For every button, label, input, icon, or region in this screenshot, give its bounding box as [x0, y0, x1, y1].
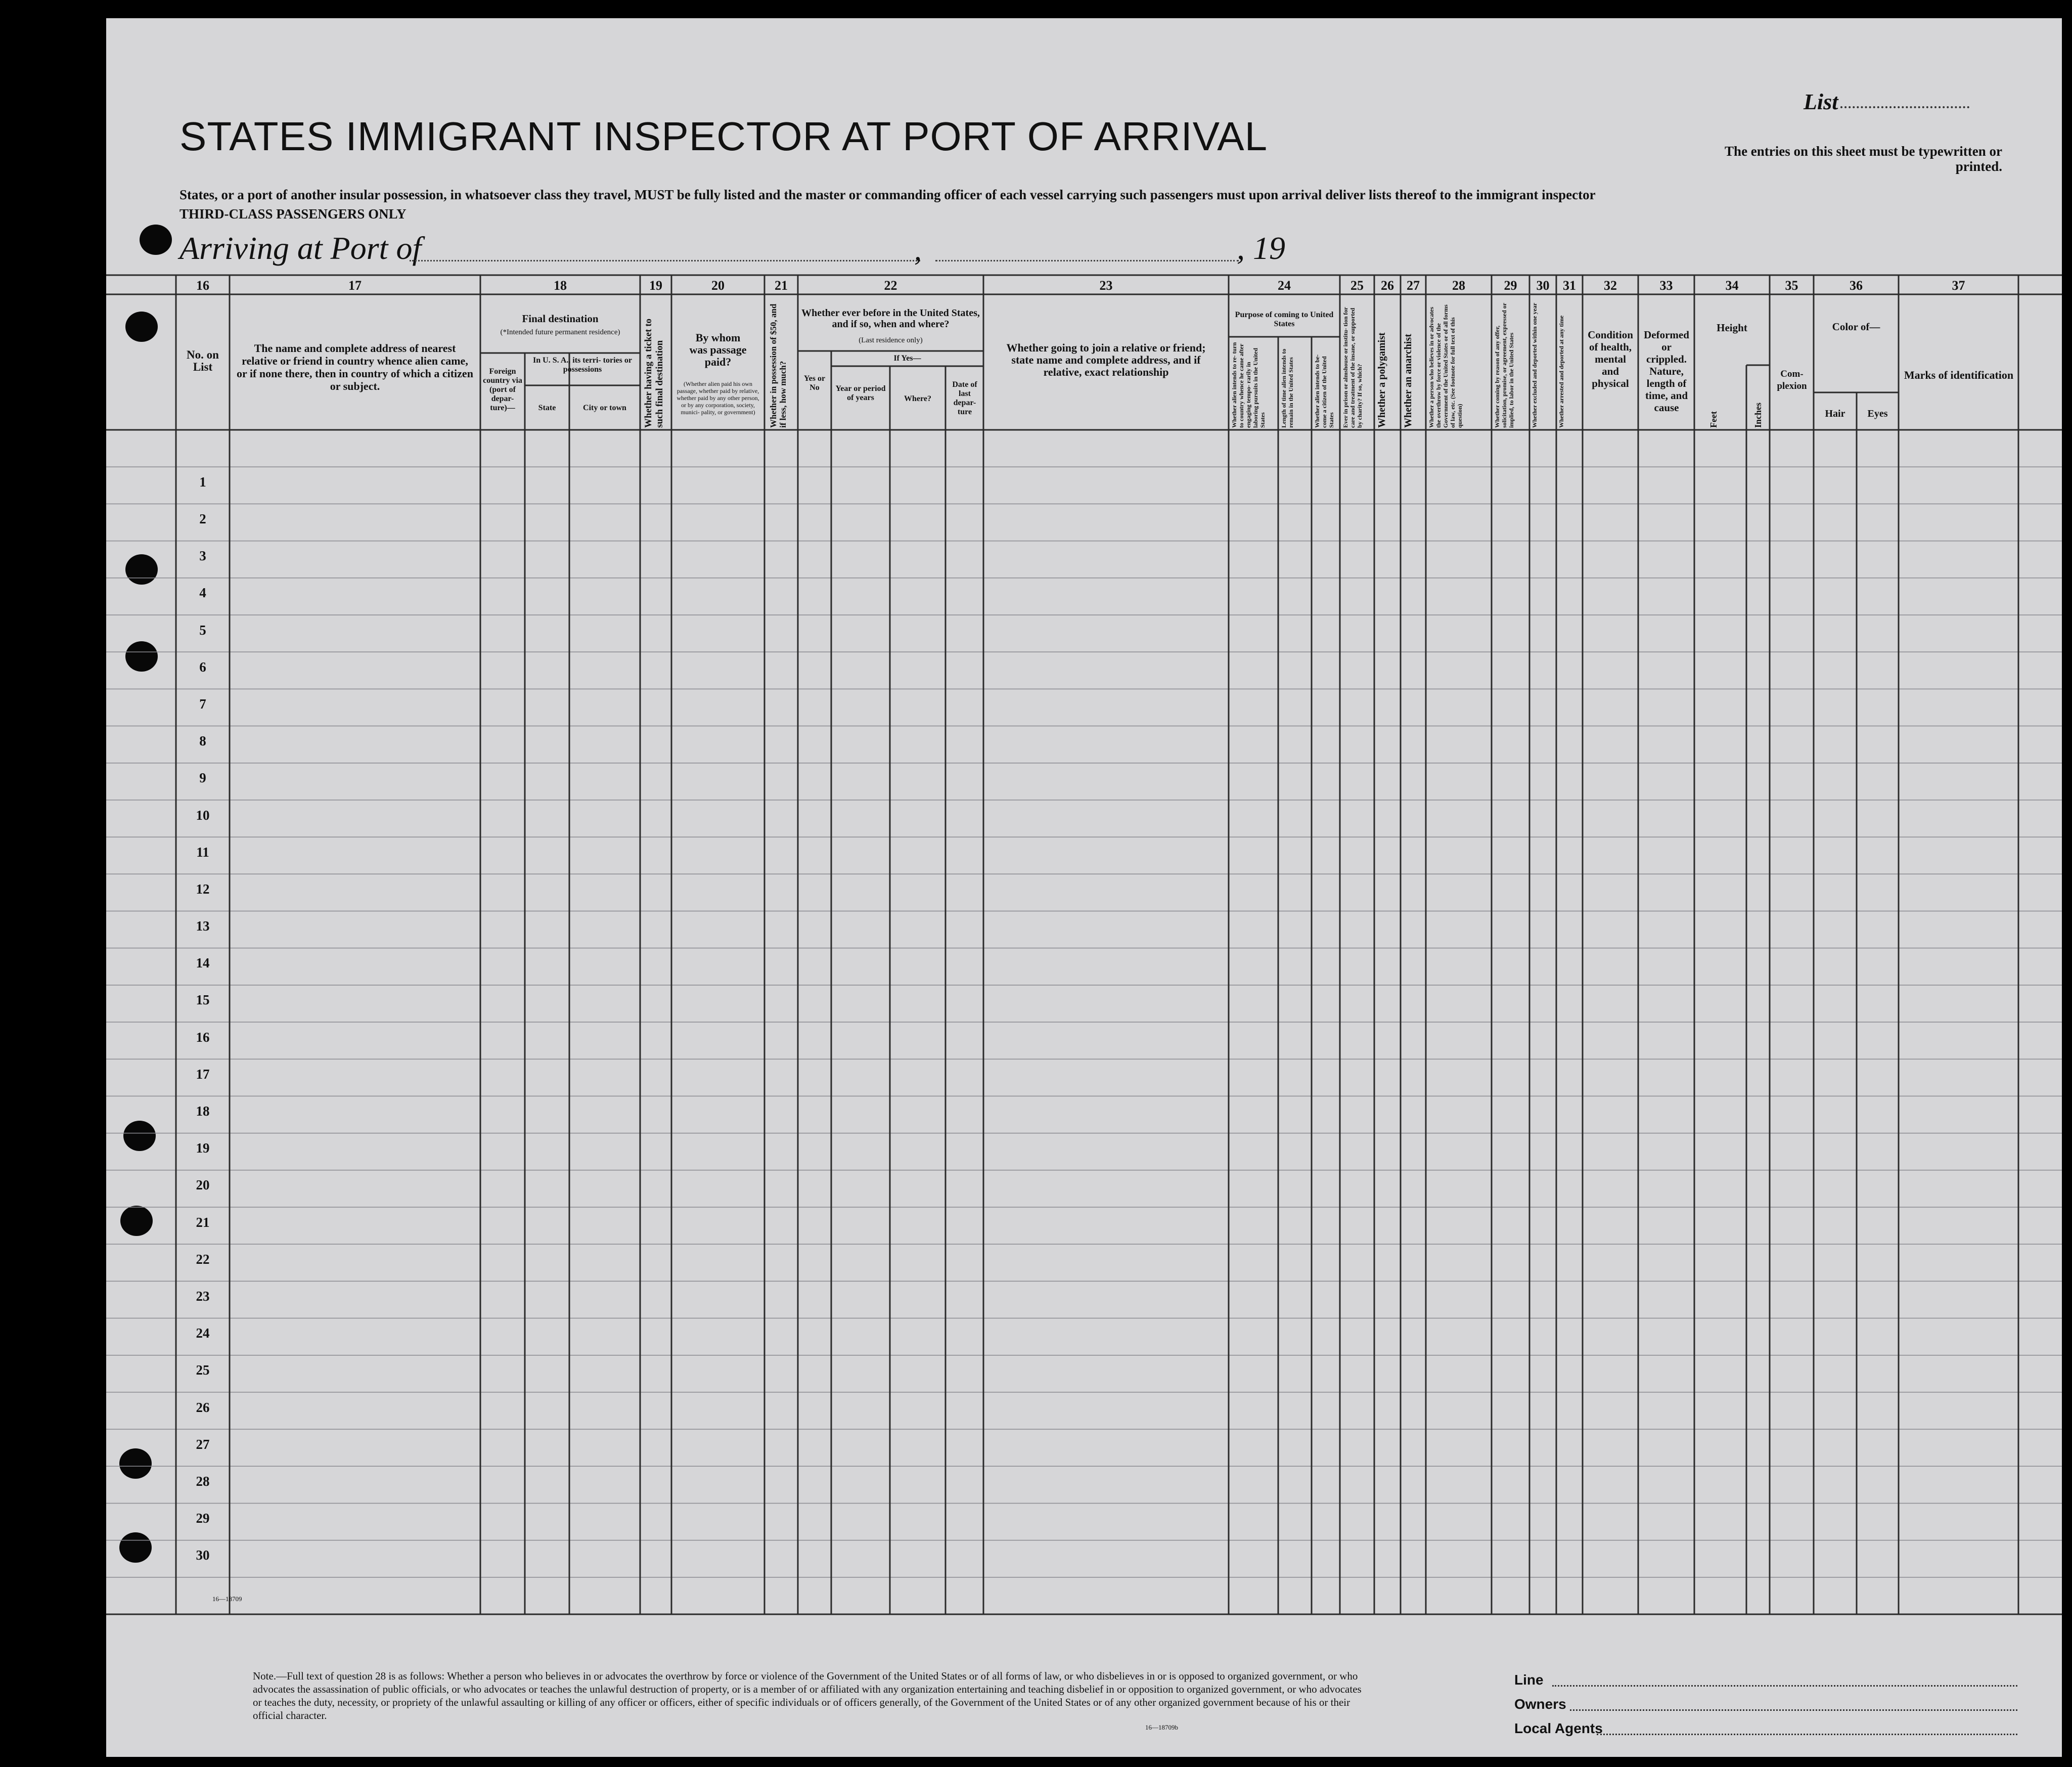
- header-feet: Feet: [1708, 411, 1719, 428]
- row-number: 12: [196, 881, 210, 897]
- header-purpose-citizen: Whether alien intends to be- come a citizen of the United States: [1314, 354, 1335, 428]
- header-passage-paid-note: (Whether alien paid his own passage, whether paid by relative, whether paid by any other person, or by any corporation, society, munici- pality, or government): [677, 380, 759, 416]
- header-last-residence: (Last residence only): [859, 336, 923, 344]
- header-yes-or-no: Yes or No: [803, 374, 826, 392]
- header-height: Height: [1717, 322, 1747, 334]
- col-number: 20: [711, 278, 725, 293]
- col-number: 36: [1850, 278, 1863, 293]
- header-if-yes: If Yes—: [893, 354, 921, 363]
- row-number: 16: [196, 1029, 210, 1045]
- row-number: 17: [196, 1066, 210, 1082]
- col-number: 23: [1099, 278, 1113, 293]
- row-number: 1: [199, 474, 206, 490]
- arriving-label: Arriving at Port of: [179, 230, 422, 266]
- row-number: 18: [196, 1103, 210, 1119]
- row-number: 8: [199, 733, 206, 749]
- row-number: 9: [199, 770, 206, 786]
- header-where: Where?: [904, 394, 931, 403]
- row-number: 14: [196, 955, 210, 971]
- header-purpose-return: Whether alien intends to re- turn to country whence he came after engaging tempo- rarily in laboring pursuits in the United States: [1231, 342, 1266, 428]
- col-number: 25: [1350, 278, 1364, 293]
- row-number: 3: [199, 548, 206, 564]
- header-hair: Hair: [1825, 408, 1845, 419]
- col-number: 17: [348, 278, 362, 293]
- typewritten-note: The entries on this sheet must be typewritten or printed.: [1725, 144, 2002, 174]
- header-ever-before-in-us: Whether ever before in the United States, and if so, when and where?: [801, 307, 980, 330]
- header-polygamist: Whether a polygamist: [1376, 332, 1387, 428]
- col-number: 16: [196, 278, 209, 293]
- header-date-last-departure: Date of last depar- ture: [952, 380, 977, 416]
- header-eyes: Eyes: [1867, 408, 1888, 419]
- row-number: 26: [196, 1399, 210, 1415]
- header-marks-identification: Marks of identification: [1904, 369, 2014, 381]
- owners-label: Owners: [1514, 1696, 1566, 1712]
- row-number: 2: [199, 511, 206, 526]
- header-year-period: Year or period of years: [835, 384, 886, 402]
- header-q29: Whether coming by reason of any offer, solicitation, promise, or agreement, expressed or implied, to labor in the United States: [1494, 303, 1515, 428]
- year-label: , 19: [1237, 230, 1285, 266]
- col-number: 37: [1952, 278, 1965, 293]
- row-number: 30: [196, 1548, 210, 1563]
- row-number: 4: [199, 585, 206, 601]
- header-complexion: Com- plexion: [1777, 369, 1807, 391]
- col-number: 27: [1407, 278, 1420, 293]
- line-label: Line: [1514, 1672, 1544, 1688]
- row-number: 6: [199, 659, 206, 675]
- footnote-code: 16—18709b: [1145, 1724, 1178, 1731]
- col-number: 28: [1452, 278, 1465, 293]
- header-deformed: Deformed or crippled. Nature, length of time, and cause: [1644, 329, 1689, 414]
- local-agents-label: Local Agents: [1514, 1720, 1603, 1736]
- col-number: 22: [884, 278, 897, 293]
- local-agents-field[interactable]: [1597, 1734, 2017, 1735]
- col-number: 35: [1785, 278, 1798, 293]
- header-q30: Whether excluded and deported within one year: [1531, 302, 1538, 428]
- header-final-destination-note: (*Intended future permanent residence): [500, 328, 620, 336]
- header-prison: Ever in prison or almshouse or institu- tion for care and treatment of the insane, or supported by charity? If so, which?: [1342, 307, 1363, 428]
- owners-field[interactable]: [1570, 1709, 2017, 1711]
- row-number: 19: [196, 1140, 210, 1156]
- row-number: 15: [196, 992, 210, 1008]
- header-foreign-country: Foreign country via (port of depar- ture)—: [483, 367, 522, 412]
- header-final-destination: Final destination: [522, 313, 599, 325]
- col-number: 30: [1536, 278, 1550, 293]
- row-number: 23: [196, 1288, 210, 1304]
- header-color-of: Color of—: [1832, 321, 1880, 333]
- header-in-usa: In U. S. A., its terri- tories or possessions: [533, 356, 632, 374]
- header-purpose-length: Length of time alien intends to remain in the United States: [1280, 348, 1294, 428]
- header-q31: Whether arrested and deported at any time: [1558, 315, 1565, 428]
- header-anarchist: Whether an anarchist: [1403, 334, 1414, 428]
- row-number: 29: [196, 1511, 210, 1526]
- list-label: List: [1804, 90, 1838, 114]
- col-number: 18: [554, 278, 567, 293]
- row-number: 5: [199, 622, 206, 638]
- row-number: 21: [196, 1214, 210, 1230]
- header-nearest-relative: The name and complete address of nearest relative or friend in country whence alien came, or if none there, then in country of which a citizen or subject.: [237, 342, 473, 392]
- page-title: STATES IMMIGRANT INSPECTOR AT PORT OF ARRIVAL: [179, 114, 1268, 159]
- subtitle: States, or a port of another insular possession, in whatsoever class they travel, MUST be fully listed and the master or commanding officer of each vessel carrying such passengers must upon arrival deliver lists thereof to the immigrant inspector: [179, 187, 1596, 202]
- row-number: 24: [196, 1326, 210, 1341]
- col-number: 24: [1278, 278, 1291, 293]
- manifest-sheet: [106, 18, 2062, 1757]
- header-inches: Inches: [1753, 402, 1763, 428]
- row-number: 27: [196, 1436, 210, 1452]
- row-number: 13: [196, 918, 210, 934]
- header-ticket: Whether having a ticket to such final destination: [643, 318, 665, 428]
- row-number: 25: [196, 1362, 210, 1378]
- class-note: THIRD-CLASS PASSENGERS ONLY: [179, 206, 407, 222]
- header-passage-paid: By whom was passage paid?: [689, 331, 747, 368]
- col-number: 33: [1659, 278, 1673, 293]
- row-number: 22: [196, 1251, 210, 1267]
- form-code: 16—18709: [212, 1595, 242, 1603]
- header-join-relative: Whether going to join a relative or friend; state name and complete address, and if relative, exact relationship: [1006, 341, 1206, 378]
- header-state: State: [538, 404, 556, 412]
- header-condition-health: Condition of health, mental and physical: [1588, 329, 1633, 389]
- row-number: 28: [196, 1473, 210, 1489]
- line-field[interactable]: [1552, 1685, 2017, 1687]
- col-number: 31: [1563, 278, 1576, 293]
- col-number: 32: [1604, 278, 1617, 293]
- col-number: 21: [775, 278, 788, 293]
- header-purpose: Purpose of coming to United States: [1235, 311, 1334, 328]
- row-number: 20: [196, 1177, 210, 1193]
- row-number: 10: [196, 807, 210, 823]
- col-number: 19: [649, 278, 662, 293]
- header-fifty-dollars: Whether in possession of $50, and if less, how much?: [769, 303, 788, 428]
- row-number: 11: [196, 844, 209, 860]
- col-number: 29: [1504, 278, 1517, 293]
- col-number: 34: [1725, 278, 1739, 293]
- comma: ,: [914, 233, 922, 267]
- col-number: 26: [1381, 278, 1394, 293]
- row-number: 7: [199, 696, 206, 712]
- header-no-on-list: No. on List: [187, 348, 219, 373]
- header-city-or-town: City or town: [583, 404, 626, 412]
- header-q28: Whether a person who believes in or advocates the overthrow by force or violence of the Government of the United States or of all forms of law, etc. (See footnote for full text of this question): [1428, 304, 1463, 428]
- footnote-question-28: Note.—Full text of question 28 is as follows: Whether a person who believes in or advocates the overthrow by force or violence of the Government of the United States or of all forms of law, or who disbelieves in or is opposed to organized government, or who advocates the assassination of public officials, or who advocates or teaches the unlawful destruction of property, or is a member of or affiliated with any organization entertaining and teaching disbelief in or opposition to organized government, or who advocates or teaches the duty, necessity, or propriety of the unlawful assaulting or killing of any officer or officers, either of specific individuals or of officers generally, of the Government of the United States or of any other organized government because of his or their official character.: [253, 1670, 1362, 1721]
